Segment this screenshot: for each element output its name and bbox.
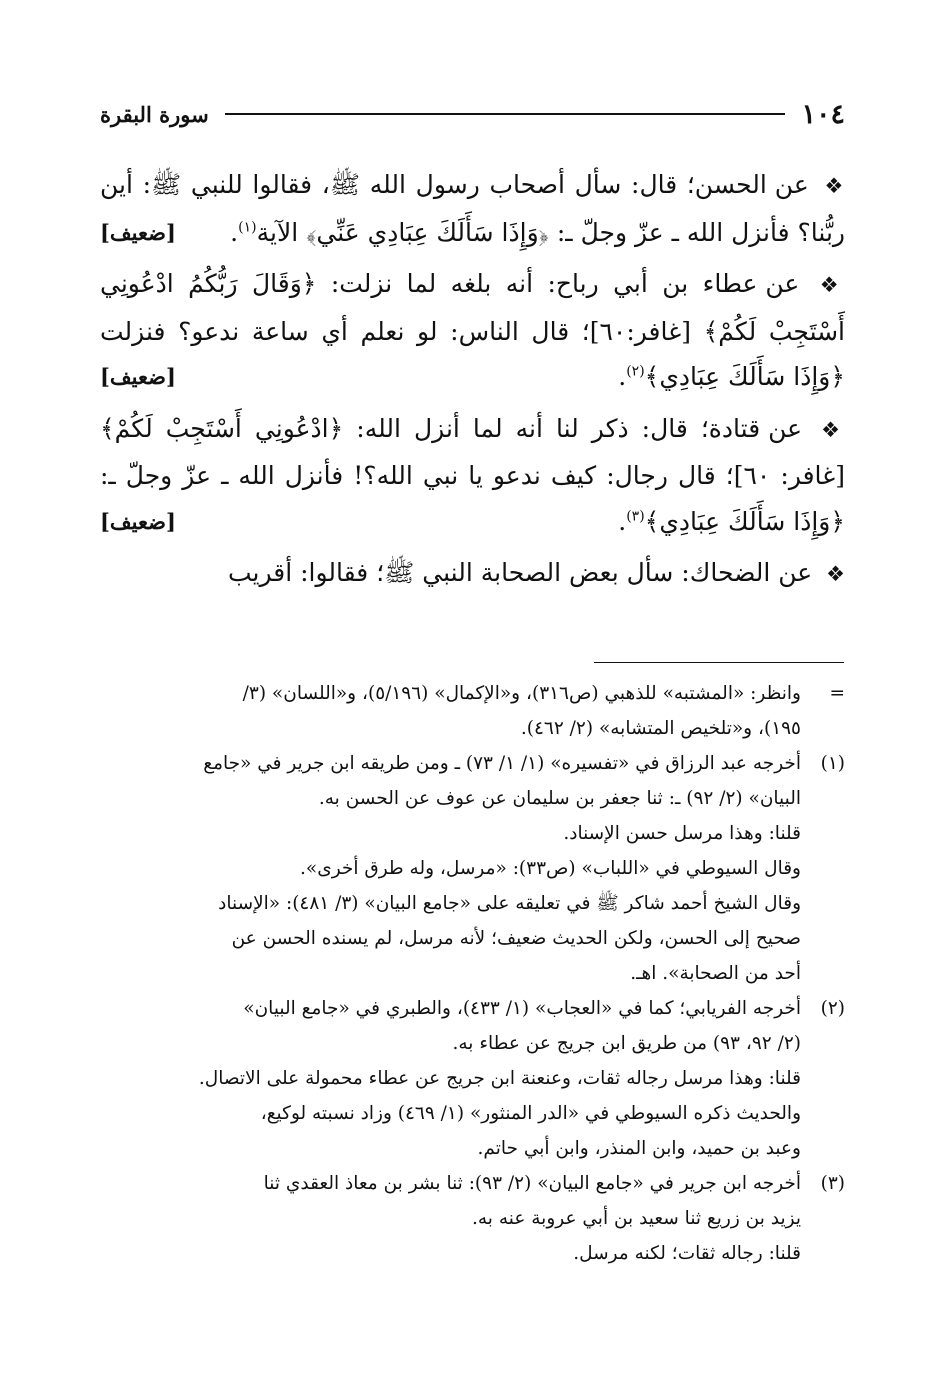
footnote-line: أخرجه ابن جرير في «جامع البيان» (٢/ ٩٣): ثنا بشر بن معاذ العقدي ثنا xyxy=(263,1173,801,1194)
footnote-line: أخرجه الفريابي؛ كما في «العجاب» (١/ ٤٣٣)، والطبري في «جامع البيان» xyxy=(243,998,801,1019)
footnote-line: قلنا: رجاله ثقات؛ لكنه مرسل. xyxy=(573,1243,801,1264)
grade-label: [ضعيف] xyxy=(100,508,176,534)
bullet-icon: ❖ xyxy=(826,562,845,586)
page-header xyxy=(100,96,845,132)
header-rule xyxy=(225,113,786,115)
footnote-line: وعبد بن حميد، وابن المنذر، وابن أبي حاتم. xyxy=(477,1138,801,1159)
surah-title: سورة البقرة xyxy=(100,101,209,127)
footnote-text xyxy=(100,676,801,746)
footnote-text xyxy=(100,1166,801,1271)
bullet-icon: ❖ xyxy=(819,273,845,297)
footnote-line: أحد من الصحابة». اهـ. xyxy=(630,963,801,984)
main-text xyxy=(100,162,845,604)
footnote-line: صحيح إلى الحسن، ولكن الحديث ضعيف؛ لأنه مرسل، لم يسنده الحسن عن xyxy=(231,928,801,949)
footnote-separator xyxy=(594,662,844,663)
footnote-text xyxy=(100,746,801,991)
footnotes xyxy=(100,676,845,1271)
narration-text: عن قتادة؛ قال: ذكر لنا أنه لما أنزل الله: ﴿ادْعُونِي أَسْتَجِبْ لَكُمْ﴾ [غافر: ٦٠]؛ قال رجال: كيف ندعو يا نبي الله؟! فأنزل الله ـ عزّ وجلّ ـ: ﴿وَإِذَا سَأَلَكَ عِبَادِي﴾ xyxy=(100,413,846,536)
page-number: ١٠٤ xyxy=(801,98,845,130)
footnote-ref[interactable]: (١) xyxy=(238,219,257,236)
footnote-item xyxy=(100,991,845,1166)
narration-text: عن الحسن؛ قال: سأل أصحاب رسول الله ﷺ، فقالوا للنبي ﷺ: أين ربُّنا؟ فأنزل الله ـ عزّ وجلّ ـ: ﴿وَإِذَا سَأَلَكَ عِبَادِي عَنِّي﴾ الآية xyxy=(100,170,845,247)
narration-end: . xyxy=(618,362,627,391)
narration xyxy=(100,550,845,598)
footnote-line: يزيد بن زريع ثنا سعيد بن أبي عروبة عنه به. xyxy=(472,1208,801,1229)
footnote-line: قلنا: وهذا مرسل حسن الإسناد. xyxy=(563,823,801,844)
narration-text: عن الضحاك: سأل بعض الصحابة النبي ﷺ؛ فقالوا: أقريب xyxy=(227,558,813,587)
footnote-line: البيان» (٢/ ٩٢) ـ: ثنا جعفر بن سليمان عن عوف عن الحسن به. xyxy=(318,788,801,809)
narration-end: . xyxy=(230,217,239,247)
footnote-line: (٢/ ٩٢، ٩٣) من طريق ابن جريج عن عطاء به. xyxy=(452,1033,801,1054)
footnote-line: أخرجه عبد الرزاق في «تفسيره» (١/ ١/ ٧٣) ـ ومن طريقه ابن جرير في «جامع xyxy=(203,753,801,774)
footnote-ref[interactable]: (٣) xyxy=(626,508,645,525)
footnote-ref[interactable]: (٢) xyxy=(626,363,645,380)
footnote-line: قلنا: وهذا مرسل رجاله ثقات، وعنعنة ابن جريج عن عطاء محمولة على الاتصال. xyxy=(198,1068,801,1089)
footnote-number: (٣) xyxy=(820,1173,845,1194)
footnote-number: (١) xyxy=(820,753,845,774)
bullet-icon: ❖ xyxy=(824,174,846,198)
footnote-line: والحديث ذكره السيوطي في «الدر المنثور» (١/ ٤٦٩) وزاد نسبته لوكيع، xyxy=(260,1103,801,1124)
footnote-item xyxy=(100,676,845,746)
footnote-number: (٢) xyxy=(820,998,845,1019)
narration-text: عن عطاء بن أبي رباح: أنه بلغه لما نزلت: ﴿وَقَالَ رَبُّكُمُ ادْعُونِي أَسْتَجِبْ لَكُمْ﴾ [غافر:٦٠]؛ قال الناس: لو نعلم أي ساعة ندعو؟ فنزلت ﴿وَإِذَا سَأَلَكَ عِبَادِي﴾ xyxy=(100,269,846,391)
bullet-icon: ❖ xyxy=(821,417,846,442)
footnote-item xyxy=(100,1166,845,1271)
narration xyxy=(100,162,845,255)
narration xyxy=(100,261,845,400)
footnote-text xyxy=(100,991,801,1166)
grade-label: [ضعيف] xyxy=(100,364,176,389)
footnote-line: وقال الشيخ أحمد شاكر ﷺ في تعليقه على «جامع البيان» (٣/ ٤٨١): «الإسناد xyxy=(218,893,801,914)
narration-end: . xyxy=(618,506,627,536)
narration xyxy=(100,406,845,545)
grade-label: [ضعيف] xyxy=(100,219,176,245)
footnote-line: وانظر: «المشتبه» للذهبي (ص٣١٦)، و«الإكمال» (٥/١٩٦)، و«اللسان» (٣/ xyxy=(242,683,801,704)
footnote-number: = xyxy=(829,683,845,704)
footnote-line: ١٩٥)، و«تلخيص المتشابه» (٢/ ٤٦٢). xyxy=(520,718,801,739)
footnote-item xyxy=(100,746,845,991)
footnote-line: وقال السيوطي في «اللباب» (ص٣٣): «مرسل، وله طرق أخرى». xyxy=(300,858,801,879)
